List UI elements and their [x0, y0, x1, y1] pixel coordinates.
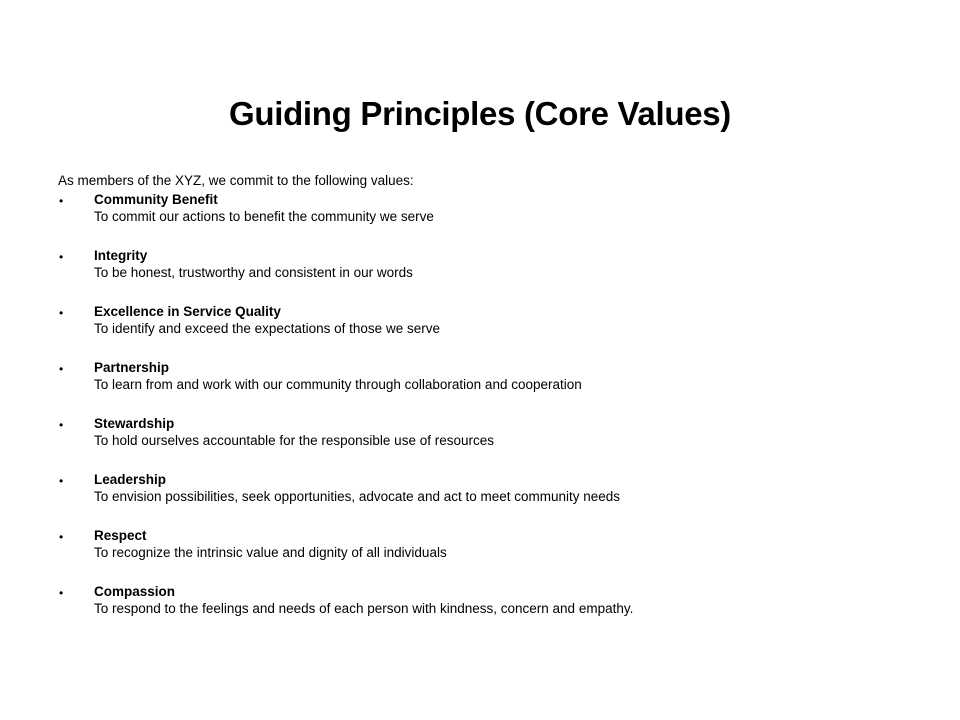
value-name: Community Benefit — [94, 192, 218, 207]
value-description: To respond to the feelings and needs of each person with kindness, concern and empathy. — [94, 600, 634, 616]
value-name: Respect — [94, 528, 147, 543]
intro-text: As members of the XYZ, we commit to the following values: — [58, 173, 414, 188]
bullet-icon: • — [59, 250, 64, 264]
list-item — [58, 360, 918, 416]
value-name: Integrity — [94, 248, 148, 263]
value-description: To envision possibilities, seek opportunities, advocate and act to meet community needs — [94, 488, 621, 504]
list-item — [58, 192, 918, 248]
value-description: To learn from and work with our community through collaboration and cooperation — [94, 376, 582, 392]
value-description: To commit our actions to benefit the community we serve — [94, 208, 434, 224]
bullet-icon: • — [59, 306, 64, 320]
value-name: Partnership — [94, 360, 170, 375]
value-name: Compassion — [94, 584, 176, 599]
value-description: To be honest, trustworthy and consistent in our words — [94, 264, 413, 280]
list-item — [58, 584, 918, 640]
bullet-icon: • — [59, 194, 64, 208]
list-item — [58, 248, 918, 304]
list-item — [58, 416, 918, 472]
bullet-icon: • — [59, 418, 64, 432]
bullet-icon: • — [59, 474, 64, 488]
value-name: Stewardship — [94, 416, 175, 431]
value-description: To identify and exceed the expectations of those we serve — [94, 320, 440, 336]
list-item — [58, 528, 918, 584]
value-description: To recognize the intrinsic value and dignity of all individuals — [94, 544, 447, 560]
value-name: Excellence in Service Quality — [94, 304, 281, 319]
list-item — [58, 304, 918, 360]
bullet-icon: • — [59, 586, 64, 600]
slide-title: Guiding Principles (Core Values) — [228, 95, 731, 132]
list-item — [58, 472, 918, 528]
value-name: Leadership — [94, 472, 167, 487]
bullet-icon: • — [59, 530, 64, 544]
core-values-list — [58, 192, 918, 640]
bullet-icon: • — [59, 362, 64, 376]
value-description: To hold ourselves accountable for the responsible use of resources — [94, 432, 494, 448]
